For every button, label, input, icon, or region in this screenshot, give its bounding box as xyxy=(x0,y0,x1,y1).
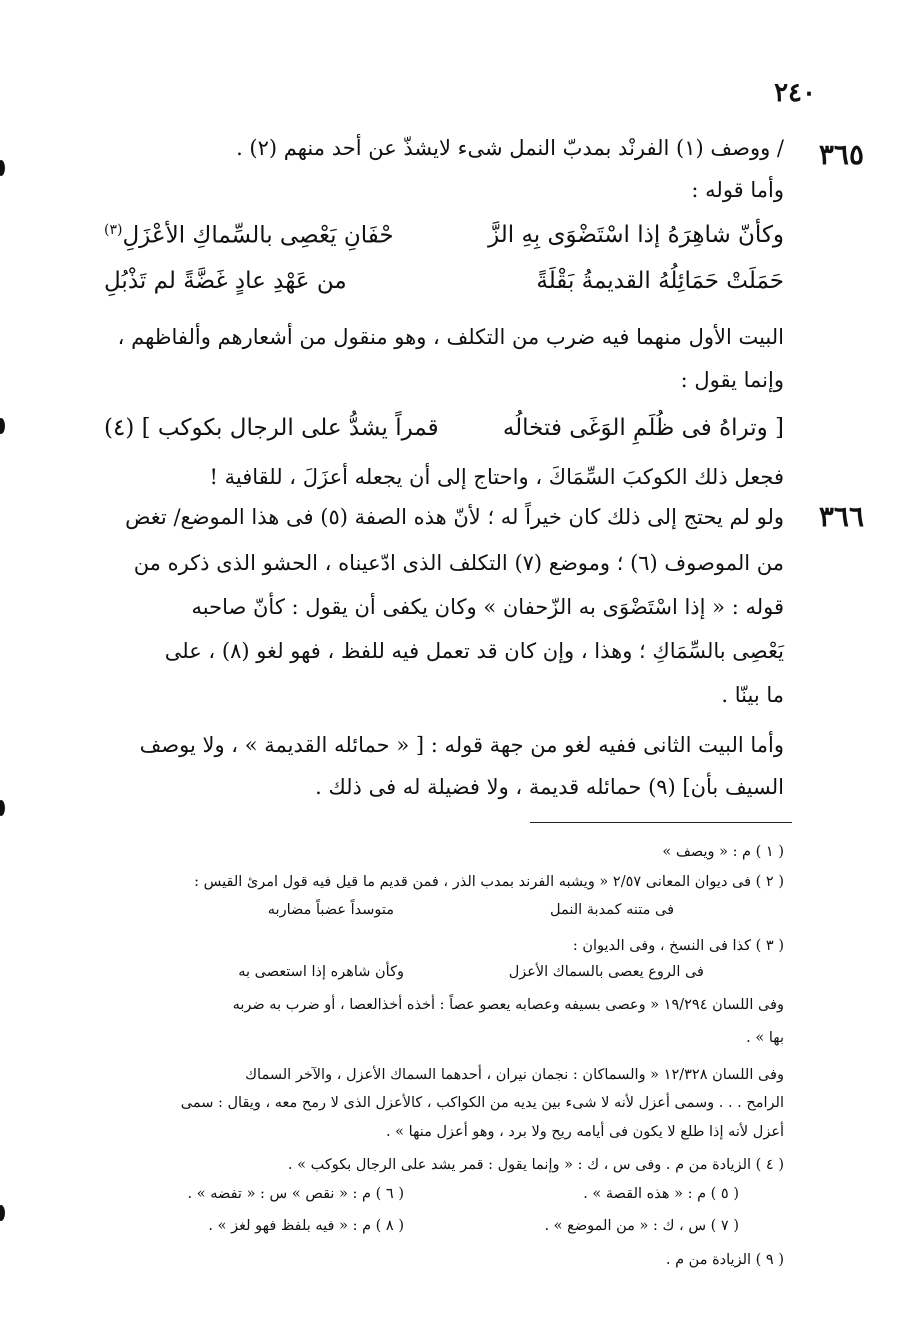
margin-number-366: ٣٦٦ xyxy=(818,500,864,533)
footnote-5: ( ٥ ) م : « هذه القصة » . xyxy=(583,1186,739,1202)
footnote-4: ( ٤ ) الزيادة من م . وفى س ، ك : « وإنما يقول : قمر يشد على الرجال بكوكب » . xyxy=(287,1157,784,1173)
body-line-12: السيف بأن] (٩) حمائله قديمة ، ولا فضيلة له فى ذلك . xyxy=(315,775,784,799)
footnote-separator xyxy=(530,822,792,823)
verse-2-hemistich-2: من عَهْدِ عادٍ غَضَّةً لم تَذْبُلِ xyxy=(104,268,347,294)
footnote-7: ( ٧ ) س ، ك : « من الموضع » . xyxy=(544,1218,739,1234)
body-line-2: وأما قوله : xyxy=(691,178,784,202)
footnote-3-line-b: وفى اللسان ١٩/٢٩٤ « وعصى بسيفه وعصابه يعصو عصاً : أخذه أخذالعصا ، أو ضرب به ضربه xyxy=(232,997,784,1013)
verse-1-hemistich-1: وكأنّ شاهِرَهُ إذا اسْتَضْوَى بِهِ الزَّ xyxy=(488,222,784,248)
body-line-5: فجعل ذلك الكوكبَ السِّمَاكَ ، واحتاج إلى أن يجعله أعزَلَ ، للقافية ! xyxy=(209,465,784,489)
verse-2 xyxy=(104,268,784,308)
body-line-7: من الموصوف (٦) ؛ وموضع (٧) التكلف الذى ادّعيناه ، الحشو الذى ذكره من xyxy=(133,551,784,575)
verse-3-hemistich-1: [ وتراهُ فى ظُلَمِ الوَغَى فتخالُه xyxy=(502,415,784,441)
footnote-2: ( ٢ ) فى ديوان المعانى ٢/٥٧ « ويشبه الفرند بمدب الذر ، فمن قديم ما قيل فيه قول امرئ القيس : xyxy=(194,874,784,890)
binding-hole-mark xyxy=(0,800,5,816)
binding-hole-mark xyxy=(0,1205,5,1221)
verse-1-hemistich-2: حْفَانِ يَعْصِى بالسِّماكِ الأعْزَلِ$^{(٣)}$ xyxy=(104,222,394,249)
body-line-9: يَعْصِى بالسِّمَاكِ ؛ وهذا ، وإن كان قد تعمل فيه للفظ ، فهو لغو (٨) ، على xyxy=(164,639,784,663)
body-line-11: وأما البيت الثانى ففيه لغو من جهة قوله : [ « حمائله القديمة » ، ولا يوصف xyxy=(139,733,784,757)
footnote-marker: (٣) xyxy=(104,222,123,238)
footnote-3-verse-b: فى الروع يعصى بالسماك الأعزل xyxy=(508,964,704,980)
verse-2-hemistich-1: حَمَلَتْ حَمَائِلُهُ القديمةُ بَقْلَةً xyxy=(536,268,784,294)
footnote-3: ( ٣ ) كذا فى النسخ ، وفى الديوان : xyxy=(572,938,784,954)
body-line-6: ولو لم يحتج إلى ذلك كان خيراً له ؛ لأنّ هذه الصفة (٥) فى هذا الموضع/ تغض xyxy=(125,505,784,529)
verse-1 xyxy=(104,222,784,262)
body-line-4: وإنما يقول : xyxy=(680,368,784,392)
footnote-3-line-c: بها » . xyxy=(746,1030,784,1046)
verse-3 xyxy=(104,415,784,455)
body-line-3: البيت الأول منهما فيه ضرب من التكلف ، وهو منقول من أشعارهم وألفاظهم ، xyxy=(117,325,784,349)
footnote-8: ( ٨ ) م : « فيه بلفظ فهو لغز » . xyxy=(208,1218,404,1234)
footnote-9: ( ٩ ) الزيادة من م . xyxy=(665,1252,784,1268)
footnote-2-verse-a: متوسداً عضباً مضاربه xyxy=(267,902,394,918)
page-number: ٢٤٠ xyxy=(774,78,816,108)
footnote-3-line-d: وفى اللسان ١٢/٣٢٨ « والسماكان : نجمان نيران ، أحدهما السماك الأعزل ، والآخر السماك xyxy=(245,1067,784,1083)
footnote-1: ( ١ ) م : « ويصف » xyxy=(662,844,784,860)
footnote-6: ( ٦ ) م : « نقص » س : « تفضه » . xyxy=(187,1186,404,1202)
margin-number-365: ٣٦٥ xyxy=(818,138,864,171)
binding-hole-mark xyxy=(0,418,5,434)
verse-3-hemistich-2: قمراً يشدُّ على الرجال بكوكب ] (٤) xyxy=(104,415,439,441)
footnote-3-verse-a: وكأن شاهره إذا استعصى به xyxy=(238,964,404,980)
footnote-3-line-e: الرامح . . . وسمى أعزل لأنه لا شىء بين يديه من الكواكب ، كالأعزل الذى لا رمح معه ، ويقال : سمى xyxy=(180,1095,784,1111)
body-line-8: قوله : « إذا اسْتَضْوَى به الزّحفان » وكان يكفى أن يقول : كأنّ صاحبه xyxy=(191,595,784,619)
body-line-10: ما بينّا . xyxy=(721,683,784,707)
footnote-2-verse-b: فى متنه كمدبة النمل xyxy=(549,902,674,918)
body-line-1: / ووصف (١) الفرنْد بمدبّ النمل شىء لايشذّ عن أحد منهم (٢) . xyxy=(236,136,784,160)
binding-hole-mark xyxy=(0,160,5,176)
footnote-3-line-f: أعزل لأنه إذا طلع لا يكون فى أيامه ريح ولا برد ، وهو أعزل منها » . xyxy=(385,1124,784,1140)
